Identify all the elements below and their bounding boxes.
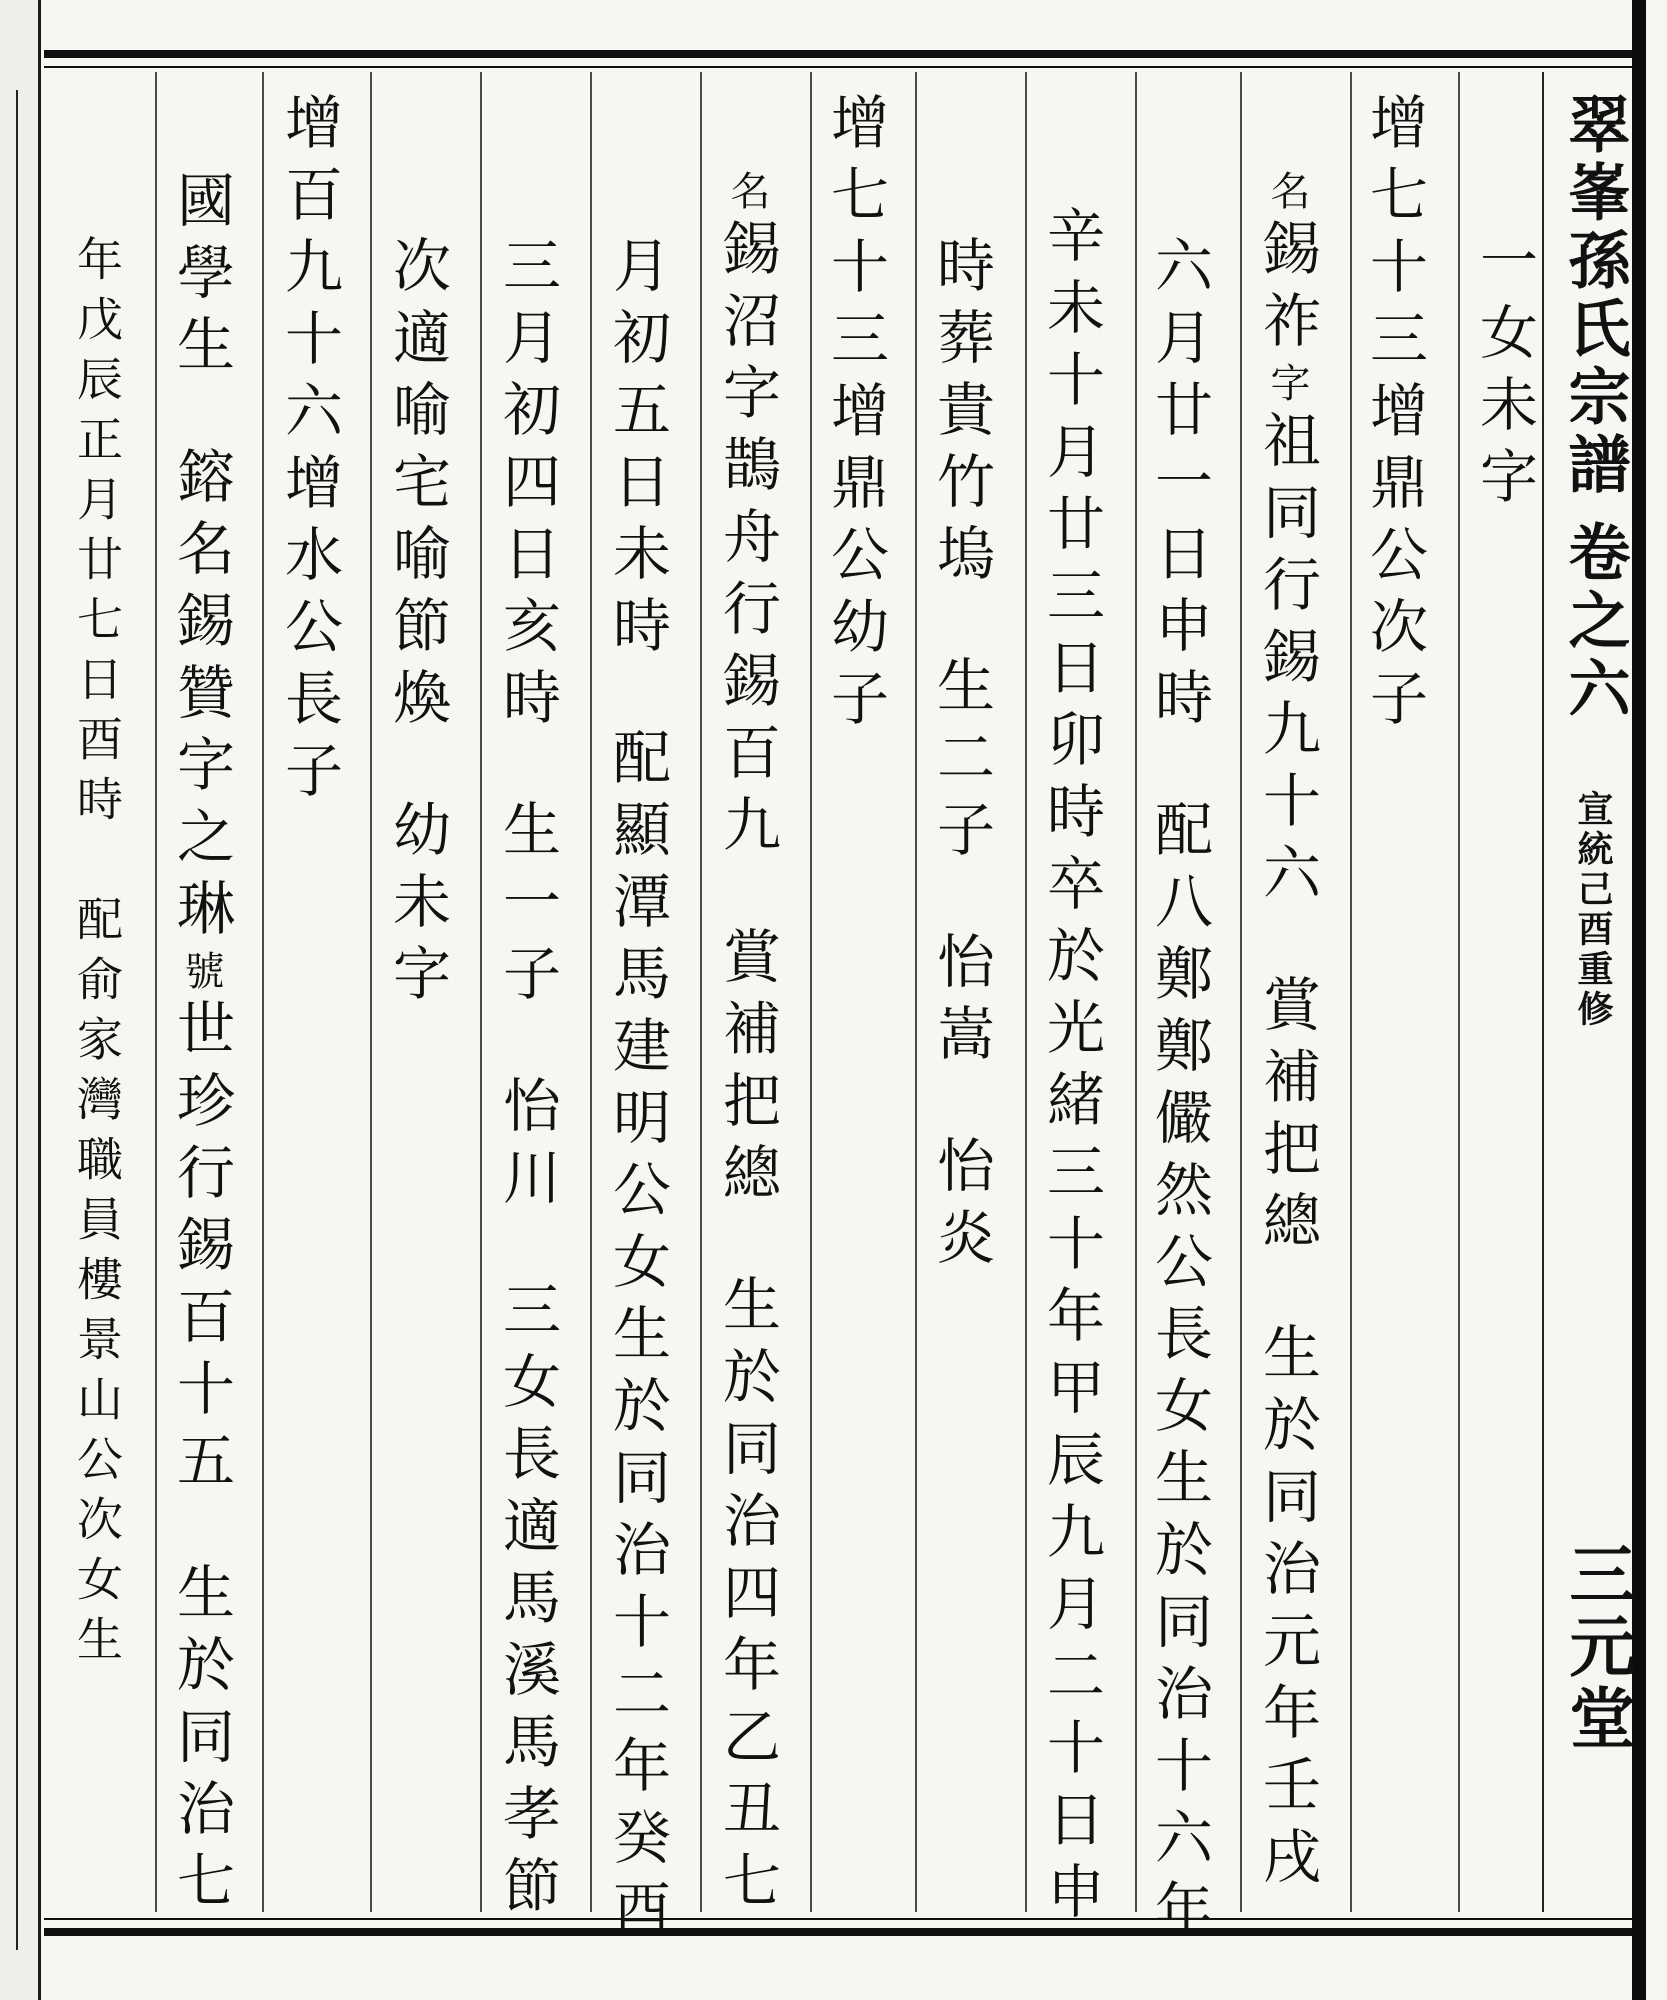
entry-text: 怡炎 [927, 1135, 995, 1279]
top-border-rule [44, 50, 1644, 68]
entry-text: 生一子 [493, 799, 561, 1015]
text-column-7 [821, 92, 889, 740]
edition-note: 宣統己酉重修 [1572, 790, 1614, 1030]
entry-text: 賞補把總 [1253, 974, 1321, 1262]
column-divider [810, 72, 812, 1912]
binding-strip [0, 0, 41, 2000]
entry-text: 鎔名錫贊字之琳 [167, 446, 235, 950]
column-divider [155, 72, 157, 1912]
entry-text: 幼未字 [383, 799, 451, 1015]
entry-text: 配八鄭鄭儼然公長女生於同治十六年 [1145, 799, 1213, 1951]
annotation: 字 [1264, 362, 1310, 410]
annotation: 名 [1264, 170, 1310, 218]
entry-text: 生於同治七 [167, 1562, 235, 1922]
column-divider [590, 72, 592, 1912]
entry-text: 生於同治四年乙丑七 [713, 1274, 781, 1922]
entry-heading: 增百九十六增水公長子 [275, 92, 343, 812]
entry-text: 怡嵩 [927, 931, 995, 1075]
entry-heading: 增七十三增鼎公次子 [1360, 92, 1428, 740]
entry-text: 三女長適馬溪馬孝節 [493, 1279, 561, 1927]
entry-text: 配俞家灣職員樓景山公次女生 [70, 895, 124, 1675]
hall-name: 三元堂 [1558, 1540, 1636, 1756]
entry-text: 次適喻宅喻節煥 [383, 235, 451, 739]
column-divider [1240, 72, 1242, 1912]
column-divider [1135, 72, 1137, 1912]
text-column-10 [493, 235, 561, 1927]
entry-text: 辛未十月廿三日卯時卒於光緒三十年甲辰九月二十日申 [1037, 205, 1105, 1933]
entry-text: 錫沼字鵲舟行錫百九 [713, 218, 781, 866]
column-divider [915, 72, 917, 1912]
text-column-12 [275, 92, 343, 812]
annotation: 名 [724, 170, 770, 218]
entry-text: 一女未字 [1470, 230, 1538, 518]
column-divider [1458, 72, 1460, 1912]
entry-text: 時葬貴竹塢 [927, 235, 995, 595]
text-column-1 [1470, 230, 1538, 518]
column-divider [700, 72, 702, 1912]
annotation: 號 [178, 950, 224, 998]
entry-text: 三月初四日亥時 [493, 235, 561, 739]
entry-text: 生二子 [927, 655, 995, 871]
book-title: 翠峯孫氏宗譜 [1558, 92, 1631, 500]
text-column-6 [927, 235, 995, 1279]
text-column-2 [1360, 92, 1428, 740]
entry-text: 賞補把總 [713, 926, 781, 1214]
entry-heading: 增七十三增鼎公幼子 [821, 92, 889, 740]
text-column-11 [383, 235, 451, 1015]
text-column-4 [1145, 235, 1213, 1951]
entry-text: 配顯潭馬建明公女生於同治十二年癸酉 [603, 727, 671, 1951]
entry-text: 錫祚 [1253, 218, 1321, 362]
entry-text: 國學生 [167, 170, 235, 386]
volume-label: 卷之六 [1558, 520, 1631, 724]
bottom-border-rule [44, 1918, 1644, 1936]
text-column-8 [713, 170, 781, 1922]
column-divider [480, 72, 482, 1912]
column-divider [1350, 72, 1352, 1912]
text-column-14 [70, 235, 124, 1675]
margin-divider [1542, 72, 1544, 1912]
text-column-9 [603, 235, 671, 1951]
entry-text: 怡川 [493, 1075, 561, 1219]
entry-text: 世珍行錫百十五 [167, 998, 235, 1502]
entry-text: 生於同治元年壬戌 [1253, 1322, 1321, 1898]
text-column-5 [1037, 205, 1105, 1933]
text-column-3 [1253, 170, 1321, 1898]
entry-text: 祖同行錫九十六 [1253, 410, 1321, 914]
column-divider [370, 72, 372, 1912]
entry-text: 年戊辰正月廿七日酉時 [70, 235, 124, 835]
text-column-13 [167, 170, 235, 1922]
column-divider [1025, 72, 1027, 1912]
entry-text: 月初五日未時 [603, 235, 671, 667]
column-divider [262, 72, 264, 1912]
entry-text: 六月廿一日申時 [1145, 235, 1213, 739]
